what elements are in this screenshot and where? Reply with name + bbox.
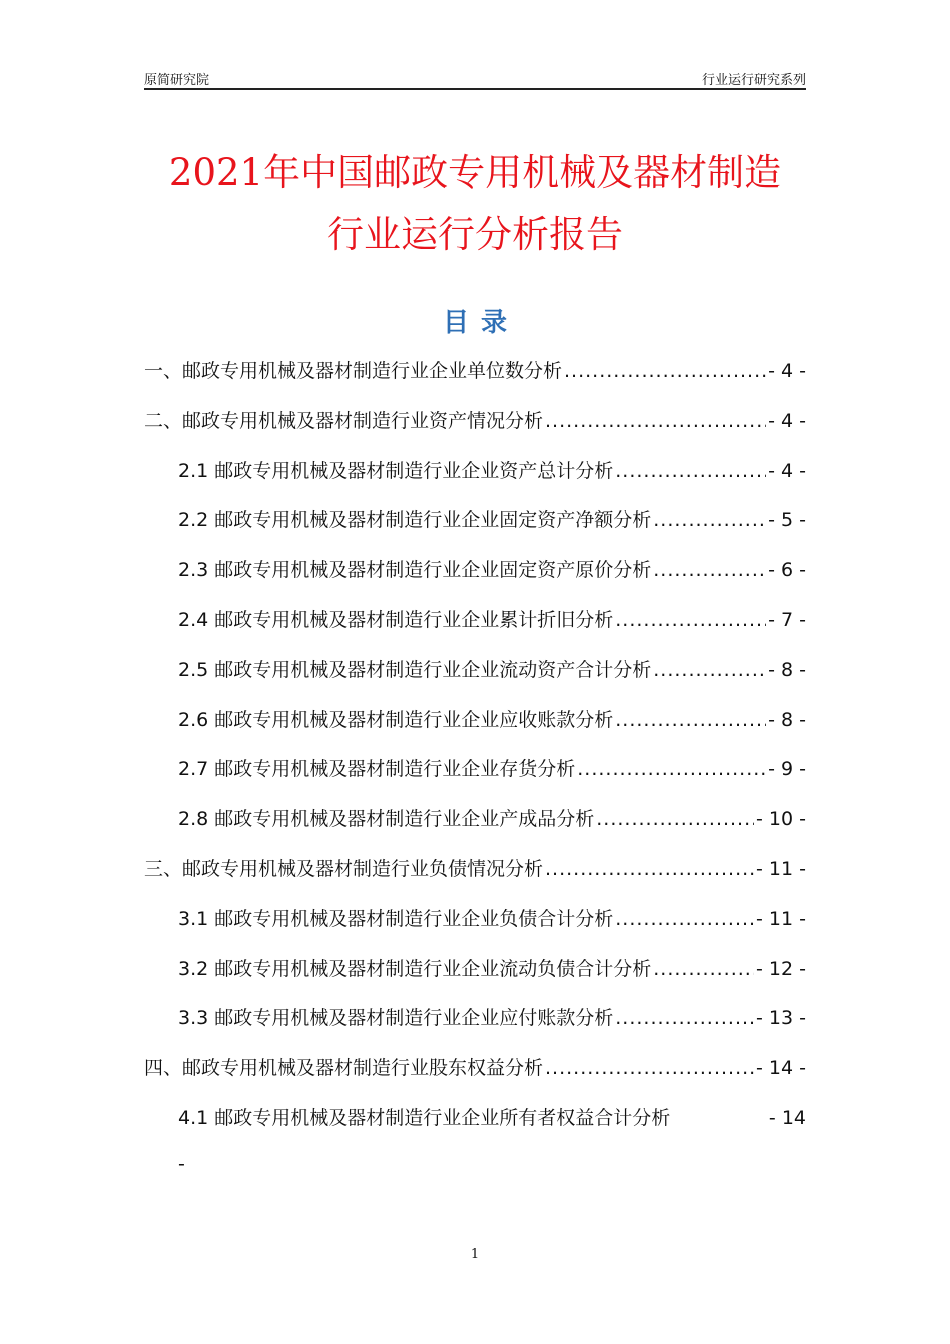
toc-entry[interactable] (144, 356, 806, 406)
toc-entry-page: - 11 - (756, 907, 806, 930)
toc-leader-dots (545, 1057, 754, 1079)
toc-leader-dots (577, 758, 766, 780)
toc-entry-page: - 8 - (768, 658, 806, 681)
table-of-contents (144, 356, 806, 1193)
toc-entry-label: 2.4 邮政专用机械及器材制造行业企业累计折旧分析 (178, 608, 614, 631)
toc-entry-label: 3.1 邮政专用机械及器材制造行业企业负债合计分析 (178, 907, 614, 930)
toc-entry-label: 2.3 邮政专用机械及器材制造行业企业固定资产原价分析 (178, 559, 652, 582)
toc-entry-label: 2.5 邮政专用机械及器材制造行业企业流动资产合计分析 (178, 658, 652, 681)
toc-entry-page: - 6 - (768, 559, 806, 582)
toc-entry-label: 四、邮政专用机械及器材制造行业股东权益分析 (144, 1057, 544, 1080)
toc-entry[interactable] (144, 456, 806, 506)
toc-leader-dots (653, 958, 754, 980)
page-header (144, 68, 806, 90)
toc-entry-page: - 4 - (768, 459, 806, 482)
toc-entry[interactable] (144, 804, 806, 854)
toc-entry-label: 三、邮政专用机械及器材制造行业负债情况分析 (144, 857, 544, 880)
toc-leader-dots (615, 609, 766, 631)
toc-entry-label: 3.2 邮政专用机械及器材制造行业企业流动负债合计分析 (178, 957, 652, 980)
toc-entry-page: - 14 (768, 1106, 806, 1129)
toc-entry[interactable] (144, 754, 806, 804)
toc-entry[interactable] (144, 605, 806, 655)
toc-leader-dots (615, 460, 766, 482)
page-number: 1 (470, 1247, 480, 1262)
toc-leader-dots (615, 709, 766, 731)
toc-entry-page: - 13 - (756, 1007, 806, 1030)
toc-entry-page-wrap: - (178, 1152, 185, 1175)
toc-entry-label: 2.2 邮政专用机械及器材制造行业企业固定资产净额分析 (178, 509, 652, 532)
toc-entry[interactable] (144, 854, 806, 904)
toc-entry-page: - 8 - (768, 708, 806, 731)
toc-leader-dots (596, 808, 754, 830)
toc-entry-page: - 10 - (756, 808, 806, 831)
toc-leader-dots (564, 360, 766, 382)
toc-entry-page: - 14 - (756, 1057, 806, 1080)
toc-entry-page: - 11 - (756, 857, 806, 880)
toc-entry-page: - 12 - (756, 957, 806, 980)
toc-entry-page: - 9 - (768, 758, 806, 781)
toc-entry-page: - 5 - (768, 509, 806, 532)
document-title-line1: 2021年中国邮政专用机械及器材制造 (168, 151, 782, 194)
toc-leader-dots (615, 908, 754, 930)
toc-leader-dots (615, 1007, 754, 1029)
toc-entry-page: - 7 - (768, 608, 806, 631)
toc-entry-label: 2.8 邮政专用机械及器材制造行业企业产成品分析 (178, 808, 595, 831)
toc-entry-page: - 4 - (768, 360, 806, 382)
toc-entry[interactable] (144, 1003, 806, 1053)
toc-entry-label: 2.7 邮政专用机械及器材制造行业企业存货分析 (178, 758, 576, 781)
toc-entry[interactable] (144, 904, 806, 954)
toc-entry[interactable] (144, 1103, 806, 1153)
toc-entry[interactable] (144, 505, 806, 555)
toc-entry-label: 二、邮政专用机械及器材制造行业资产情况分析 (144, 409, 544, 432)
toc-leader-dots (653, 559, 766, 581)
toc-leader-dots (653, 659, 766, 681)
toc-entry[interactable] (144, 954, 806, 1004)
header-right: 行业运行研究系列 (701, 73, 806, 88)
header-left: 原简研究院 (144, 73, 210, 88)
toc-heading: 目录 (442, 308, 519, 338)
toc-entry[interactable] (144, 655, 806, 705)
toc-entry[interactable] (144, 705, 806, 755)
toc-entry-label: 4.1 邮政专用机械及器材制造行业企业所有者权益合计分析 (178, 1106, 671, 1129)
toc-entry[interactable] (144, 1053, 806, 1103)
toc-entry-label: 2.6 邮政专用机械及器材制造行业企业应收账款分析 (178, 708, 614, 731)
toc-entry[interactable] (144, 555, 806, 605)
toc-entry[interactable] (144, 406, 806, 456)
toc-leader-dots (545, 410, 766, 432)
toc-entry-label: 3.3 邮政专用机械及器材制造行业企业应付账款分析 (178, 1007, 614, 1030)
toc-leader-dots (653, 509, 766, 531)
toc-entry-page: - 4 - (768, 409, 806, 432)
document-title-line2: 行业运行分析报告 (327, 213, 623, 256)
toc-entry-label: 一、邮政专用机械及器材制造行业企业单位数分析 (144, 360, 563, 382)
toc-leader-dots (545, 858, 754, 880)
toc-entry-label: 2.1 邮政专用机械及器材制造行业企业资产总计分析 (178, 459, 614, 482)
